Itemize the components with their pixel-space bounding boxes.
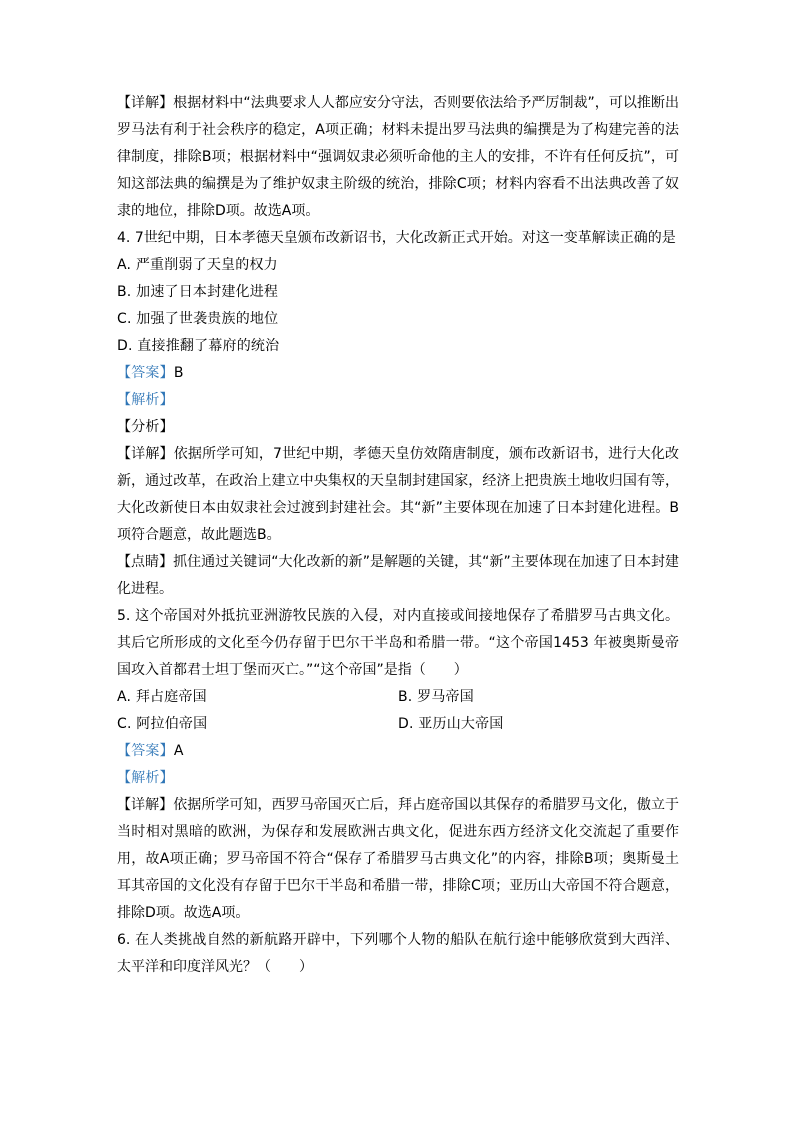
option-letter: D. [398, 716, 414, 732]
option-text: 严重削弱了天皇的权力 [135, 257, 278, 273]
q4-option-b [117, 279, 679, 306]
option-letter: C. [117, 716, 132, 732]
detail-text: 依据所学可知，西罗马帝国灭亡后，拜占庭帝国以其保存的希腊罗马文化，傲立于当时相对黑暗的欧洲，为保存和发展欧洲古典文化，促进东西方经济文化交流起了重要作用，故A项正确；罗马帝国不符合“保存了希腊罗马古典文化”的内容，排除B项；奥斯曼土耳其帝国的文化没有存留于巴尔干半岛和希腊一带，排除C项；亚历山大帝国不符合题意，排除D项。故选A项。 [117, 797, 680, 921]
option-letter: A. [117, 257, 132, 273]
q5-analysis-label: 【解析】 [117, 770, 174, 786]
q5-option-c [117, 711, 398, 738]
q4-fenxi-label: 【分析】 [117, 419, 174, 435]
q5-options-row-2 [117, 711, 679, 738]
option-letter: B. [398, 689, 413, 705]
option-text: 亚历山大帝国 [418, 716, 504, 732]
option-text: 拜占庭帝国 [135, 689, 207, 705]
q4-answer [117, 360, 679, 387]
option-text: 罗马帝国 [417, 689, 474, 705]
option-text: 加强了世袭贵族的地位 [136, 311, 279, 327]
q5-stem [117, 603, 679, 684]
question-number: 4. [117, 230, 131, 246]
q4-option-d [117, 333, 679, 360]
q5-detail [117, 792, 679, 927]
q6-stem [117, 927, 679, 981]
q4-stem [117, 225, 679, 252]
detail-label: 【详解】 [117, 95, 174, 111]
q4-tip [117, 549, 679, 603]
option-text: 加速了日本封建化进程 [136, 284, 279, 300]
q5-option-d [398, 711, 679, 738]
option-letter: A. [117, 689, 132, 705]
option-letter: C. [117, 311, 132, 327]
detail-label: 【详解】 [117, 797, 174, 813]
option-text: 阿拉伯帝国 [136, 716, 208, 732]
q4-option-c [117, 306, 679, 333]
q5-answer [117, 738, 679, 765]
question-text: 7世纪中期，日本孝德天皇颁布改新诏书，大化改新正式开始。对这一变革解读正确的是 [134, 230, 676, 246]
document-page [117, 90, 679, 981]
q3-detail [117, 90, 679, 225]
option-letter: B. [117, 284, 132, 300]
option-letter: D. [117, 338, 133, 354]
question-text: 在人类挑战自然的新航路开辟中，下列哪个人物的船队在航行途中能够欣赏到大西洋、太平洋和印度洋风光？（ ） [117, 932, 680, 975]
detail-text: 根据材料中“法典要求人人都应安分守法，否则要依法给予严厉制裁”，可以推断出罗马法有利于社会秩序的稳定，A项正确；材料未提出罗马法典的编撰是为了构建完善的法律制度，排除B项；根据材料中“强调奴隶必须听命他的主人的安排，不许有任何反抗”，可知这部法典的编撰是为了维护奴隶主阶级的统治，排除C项；材料内容看不出法典改善了奴隶的地位，排除D项。故选A项。 [117, 95, 679, 219]
q4-detail [117, 441, 679, 549]
q5-options-row-1 [117, 684, 679, 711]
tip-label: 【点睛】 [117, 554, 174, 570]
q4-analysis-label: 【解析】 [117, 392, 174, 408]
tip-text: 抓住通过关键词“大化改新的新”是解题的关键，其“新”主要体现在加速了日本封建化进程。 [117, 554, 680, 597]
q5-option-b [398, 684, 679, 711]
q5-option-a [117, 684, 398, 711]
question-text: 这个帝国对外抵抗亚洲游牧民族的入侵，对内直接或间接地保存了希腊罗马古典文化。其后它所形成的文化至今仍存留于巴尔干半岛和希腊一带。“这个帝国1453 年被奥斯曼帝国攻入首都君士坦丁堡而灭亡。”“这个帝国”是指（ ） [117, 608, 680, 678]
answer-value: A [173, 743, 184, 759]
option-text: 直接推翻了幕府的统治 [137, 338, 280, 354]
q4-option-a [117, 252, 679, 279]
detail-text: 依据所学可知，7世纪中期，孝德天皇仿效隋唐制度，颁布改新诏书，进行大化改新，通过改革，在政治上建立中央集权的天皇制封建国家，经济上把贵族土地收归国有等，大化改新使日本由奴隶社会过渡到封建社会。其“新”主要体现在加速了日本封建化进程。B项符合题意，故此题选B。 [117, 446, 680, 543]
detail-label: 【详解】 [117, 446, 174, 462]
answer-label: 【答案】 [117, 743, 174, 759]
answer-label: 【答案】 [117, 365, 174, 381]
question-number: 5. [117, 608, 131, 624]
question-number: 6. [117, 932, 131, 948]
answer-value: B [173, 365, 184, 381]
